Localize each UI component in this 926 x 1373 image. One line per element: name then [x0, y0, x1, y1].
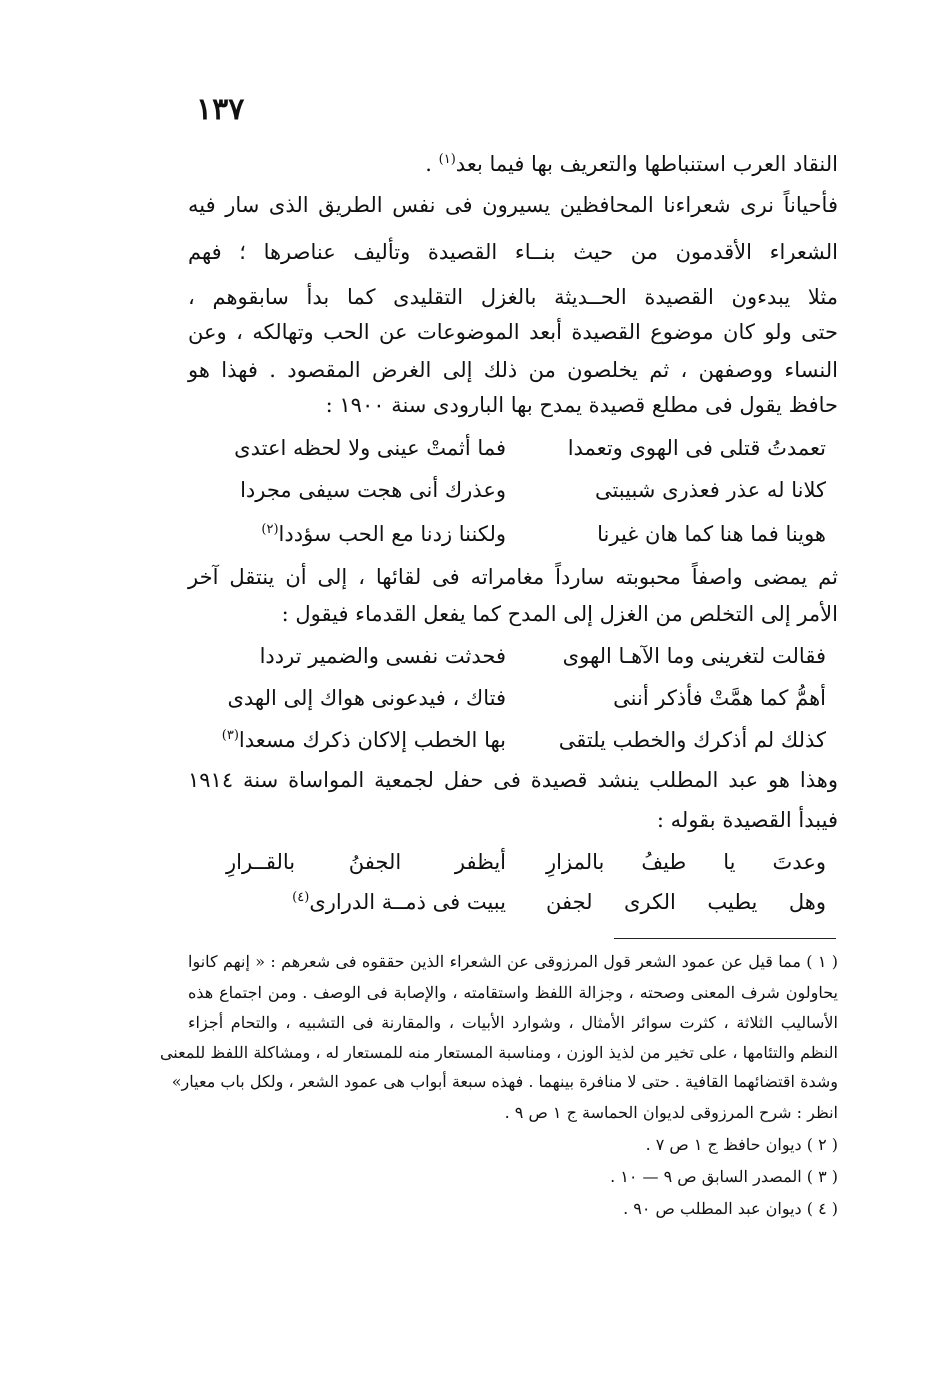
- verse-second-hemistich: وعذرك أنى هجت سيفى مجردا: [240, 478, 506, 502]
- verse-row: [226, 850, 826, 886]
- body-line-4: مثلا يبدءون القصيدة الحــديثة بالغزل التقليدى كما بدأ سابقوهم ،: [188, 285, 838, 309]
- verse-first-hemistich: هوينا فما هنا كما هان غيرنا: [597, 522, 826, 546]
- footnote-line: الأساليب الثلاثة ، كثرت سوائر الأمثال ، وشوارد الأبيات ، والمقارنة فى التشبيه ، والتحام أجزاء: [188, 1013, 838, 1032]
- body-line-3: الشعراء الأقدمون من حيث بنــاء القصيدة وتأليف عناصرها ؛ فهم: [188, 240, 838, 264]
- footnote-3: ( ٣ ) المصدر السابق ص ٩ — ١٠ .: [610, 1167, 838, 1186]
- body-line-7: حافظ يقول فى مطلع قصيدة يمدح بها البارودى سنة ١٩٠٠ :: [325, 393, 838, 417]
- body-line-1: [188, 152, 838, 177]
- footnote-ref-3: (٣): [221, 728, 239, 743]
- verse-second-hemistich: [226, 522, 506, 546]
- footnote-ref-1: (١): [438, 152, 456, 167]
- verse-first-hemistich: أهمُّ كما همَّتْ فأذكر أننى: [613, 686, 826, 710]
- footnote-2: ( ٢ ) ديوان حافظ ج ١ ص ٧ .: [645, 1135, 838, 1154]
- footnote-line: يحاولون شرف المعنى وصحته ، وجزالة اللفظ واستقامته ، والإصابة فى الوصف . ومن اجتماع هذه: [188, 983, 838, 1002]
- verse-row: [221, 728, 826, 764]
- verse-first-hemistich: وعدتَ يا طيفُ بالمزارِ: [546, 850, 826, 874]
- verse-second-hemistich: [221, 728, 506, 752]
- verse-second-hemistich: فما أثمتْ عينى ولا لحظه اعتدى: [234, 436, 506, 460]
- body-line-6: النساء ووصفهن ، ثم يخلصون من ذلك إلى الغرض المقصود . فهذا هو: [188, 358, 838, 382]
- verse-first-hemistich: تعمدتُ قتلى فى الهوى وتعمدا: [567, 436, 826, 460]
- verse-row: [226, 478, 826, 514]
- verse-row: [226, 890, 826, 926]
- footnote-line: ( ١ ) مما قيل عن عمود الشعر قول المرزوقى عن الشعراء الذين حققوه فى شعرهم : « إنهم كانوا: [188, 952, 839, 971]
- verse-second-hemistich: أيظفر الجفنُ بالقــرارِ: [226, 850, 506, 874]
- body-line-11: فيبدأ القصيدة بقوله :: [656, 808, 838, 832]
- footnote-ref-4: (٤): [292, 890, 310, 905]
- verse-row: [226, 686, 826, 722]
- body-line-10: وهذا هو عبد المطلب ينشد قصيدة فى حفل لجمعية المواساة سنة ١٩١٤: [188, 768, 838, 792]
- verse-first-hemistich: فقالت لتغرينى وما الآهـا الهوى: [562, 644, 826, 668]
- verse-second-hemistich: فتاك ، فيدعونى هواك إلى الهدى: [227, 686, 506, 710]
- body-line-8: ثم يمضى واصفاً محبوبته سارداً مغامراته فى لقائها ، إلى أن ينتقل آخر: [188, 565, 838, 589]
- body-line-1-tail: .: [425, 152, 439, 176]
- verse-row: [226, 522, 826, 558]
- footnote-line: وشدة اقتضائهما القافية . حتى لا منافرة بينهما . فهذه سبعة أبواب هى عمود الشعر ، ولكل باب معيار»: [171, 1072, 838, 1091]
- verse-text: ولكننا زدنا مع الحب سؤددا: [278, 522, 506, 546]
- body-line-9: الأمر إلى التخلص من الغزل إلى المدح كما يفعل القدماء فيقول :: [281, 602, 838, 626]
- body-line-2: فأحياناً نرى شعراءنا المحافظين يسيرون فى نفس الطريق الذى سار فيه: [188, 193, 838, 217]
- footnote-divider: [614, 938, 836, 939]
- footnote-4: ( ٤ ) ديوان عبد المطلب ص ٩٠ .: [623, 1199, 838, 1218]
- verse-first-hemistich: وهل يطيب الكرى لجفن: [546, 890, 826, 914]
- verse-row: [226, 436, 826, 472]
- footnote-line: النظم والتئامها ، على تخير من لذيذ الوزن ، ومناسبة المستعار منه للمستعار له ، ومشاكلة اللفظ للمعنى: [159, 1043, 838, 1062]
- verse-first-hemistich: كلانا له عذر فعذرى شبيبتى: [594, 478, 826, 502]
- verse-row: [226, 644, 826, 680]
- verse-text: بها الخطب إلاكان ذكرك مسعدا: [238, 728, 506, 752]
- footnote-ref-2: (٢): [261, 522, 279, 537]
- verse-second-hemistich: [226, 890, 506, 914]
- verse-second-hemistich: فحدثت نفسى والضمير ترددا: [259, 644, 506, 668]
- body-line-1-text: النقاد العرب استنباطها والتعريف بها فيما بعد: [455, 152, 838, 176]
- footnote-line: انظر : شرح المرزوقى لديوان الحماسة ج ١ ص ٩ .: [504, 1103, 838, 1122]
- page-number: ١٣٧: [196, 92, 245, 127]
- verse-text: يبيت فى ذمــة الدرارى: [309, 890, 506, 914]
- body-line-5: حتى ولو كان موضوع القصيدة أبعد الموضوعات عن الحب وتهالكه ، وعن: [188, 320, 838, 344]
- verse-first-hemistich: كذلك لم أذكرك والخطب يلتقى: [558, 728, 826, 752]
